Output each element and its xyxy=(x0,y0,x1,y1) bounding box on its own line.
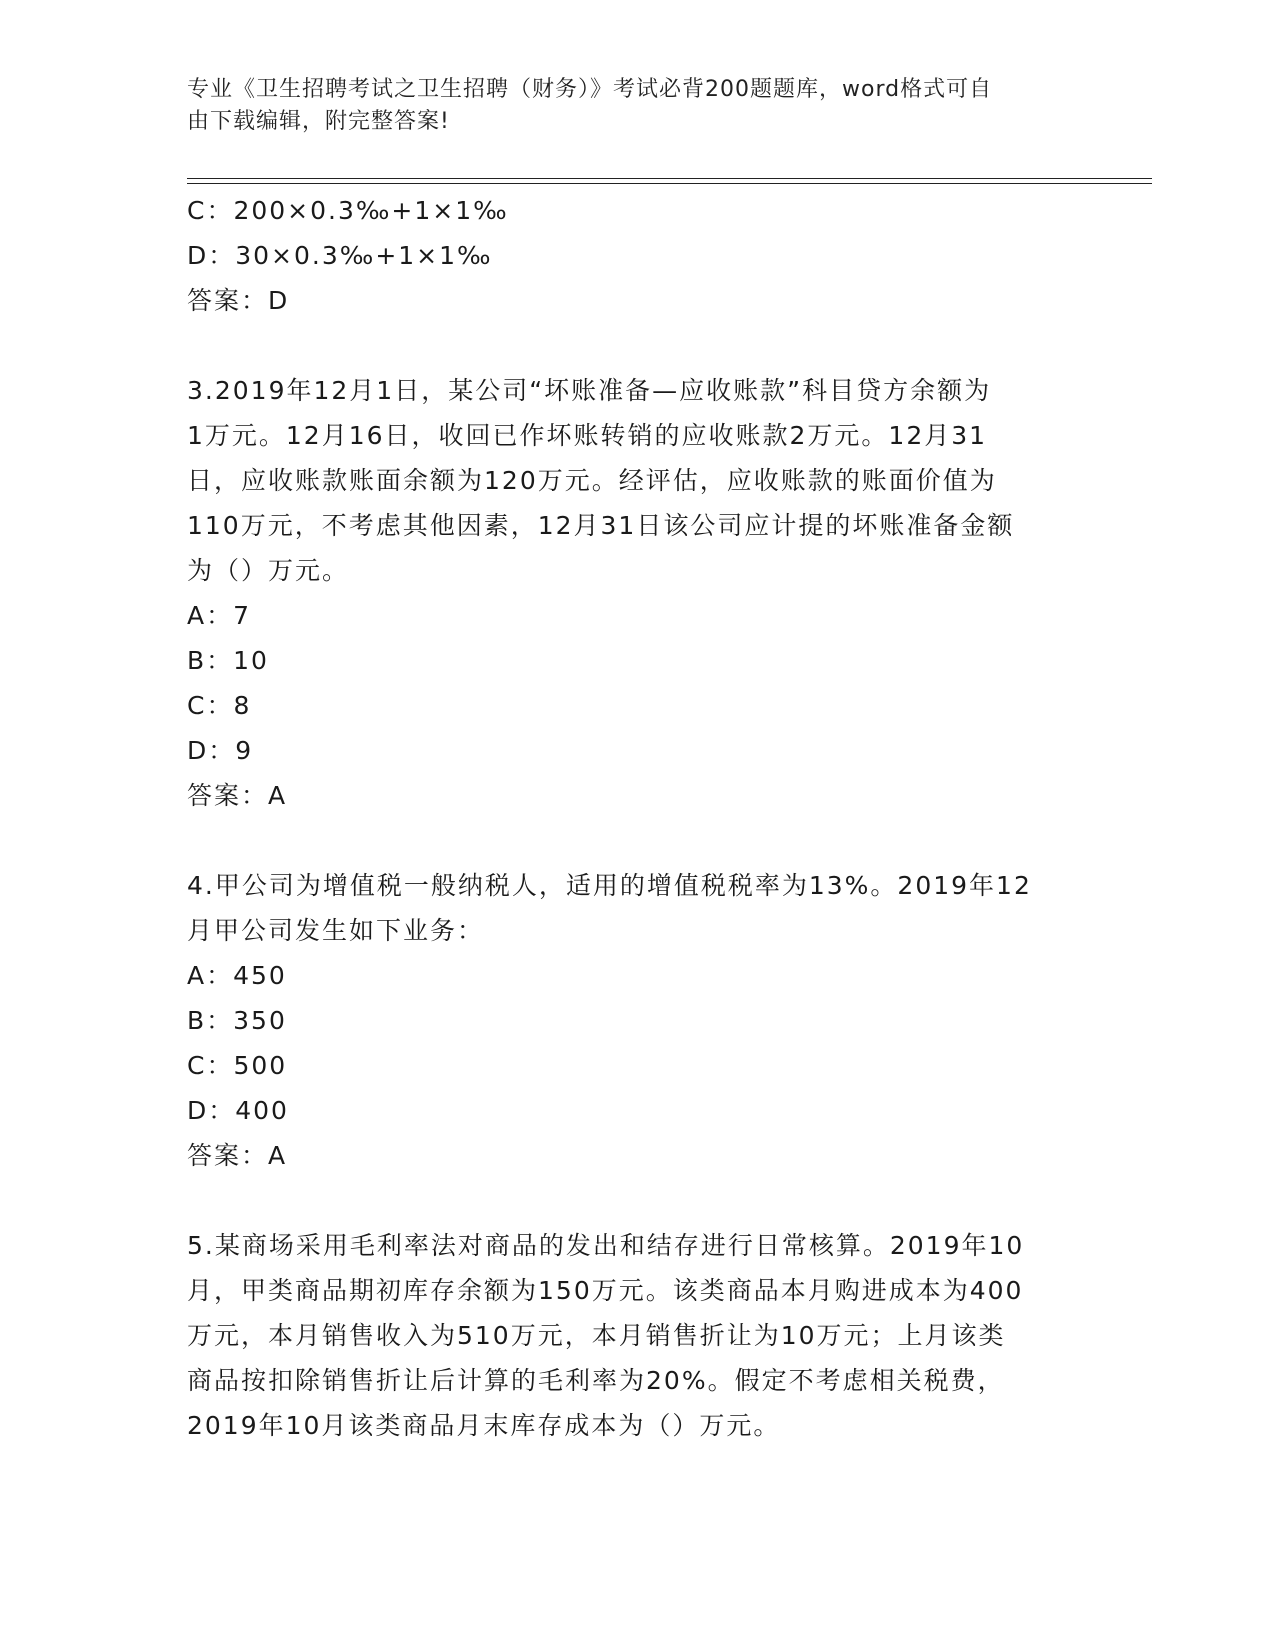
question-2-tail xyxy=(187,188,1087,323)
answer: 答案：D xyxy=(187,286,290,315)
question-text-line: 4.甲公司为增值税一般纳税人，适用的增值税税率为13%。2019年12 xyxy=(187,871,1032,900)
question-text-line: 日，应收账款账面余额为120万元。经评估，应收账款的账面价值为 xyxy=(187,466,997,495)
question-text-line: 月，甲类商品期初库存余额为150万元。该类商品本月购进成本为400 xyxy=(187,1276,1024,1305)
header-line-2: 由下载编辑，附完整答案! xyxy=(187,109,450,134)
question-text-line: 2019年10月该类商品月末库存成本为（）万元。 xyxy=(187,1411,781,1440)
question-text-line: 商品按扣除销售折让后计算的毛利率为20%。假定不考虑相关税费， xyxy=(187,1366,1005,1395)
answer: 答案：A xyxy=(187,1141,288,1170)
question-4 xyxy=(187,863,1087,1178)
option-d: D：30×0.3‰+1×1‰ xyxy=(187,241,493,270)
answer: 答案：A xyxy=(187,781,288,810)
option-a: A：7 xyxy=(187,601,252,630)
question-content xyxy=(187,188,1087,1448)
option-d: D：400 xyxy=(187,1096,289,1125)
spacer xyxy=(187,323,1087,368)
question-3 xyxy=(187,368,1087,818)
question-text-line: 1万元。12月16日，收回已作坏账转销的应收账款2万元。12月31 xyxy=(187,421,988,450)
question-5 xyxy=(187,1223,1087,1448)
option-d: D：9 xyxy=(187,736,254,765)
option-a: A：450 xyxy=(187,961,287,990)
question-text-line: 为（）万元。 xyxy=(187,556,350,585)
option-b: B：350 xyxy=(187,1006,287,1035)
option-c: C：200×0.3‰+1×1‰ xyxy=(187,196,509,225)
page-header xyxy=(187,74,1077,138)
header-line-1: 专业《卫生招聘考试之卫生招聘（财务）》考试必背200题题库，word格式可自 xyxy=(187,77,993,102)
spacer xyxy=(187,1178,1087,1223)
question-text-line: 3.2019年12月1日，某公司“坏账准备—应收账款”科目贷方余额为 xyxy=(187,376,992,405)
question-text-line: 110万元，不考虑其他因素，12月31日该公司应计提的坏账准备金额 xyxy=(187,511,1015,540)
header-divider xyxy=(187,178,1152,184)
option-b: B：10 xyxy=(187,646,269,675)
spacer xyxy=(187,818,1087,863)
question-text-line: 5.某商场采用毛利率法对商品的发出和结存进行日常核算。2019年10 xyxy=(187,1231,1025,1260)
question-text-line: 万元，本月销售收入为510万元，本月销售折让为10万元；上月该类 xyxy=(187,1321,1006,1350)
option-c: C：8 xyxy=(187,691,252,720)
question-text-line: 月甲公司发生如下业务： xyxy=(187,916,485,945)
option-c: C：500 xyxy=(187,1051,288,1080)
